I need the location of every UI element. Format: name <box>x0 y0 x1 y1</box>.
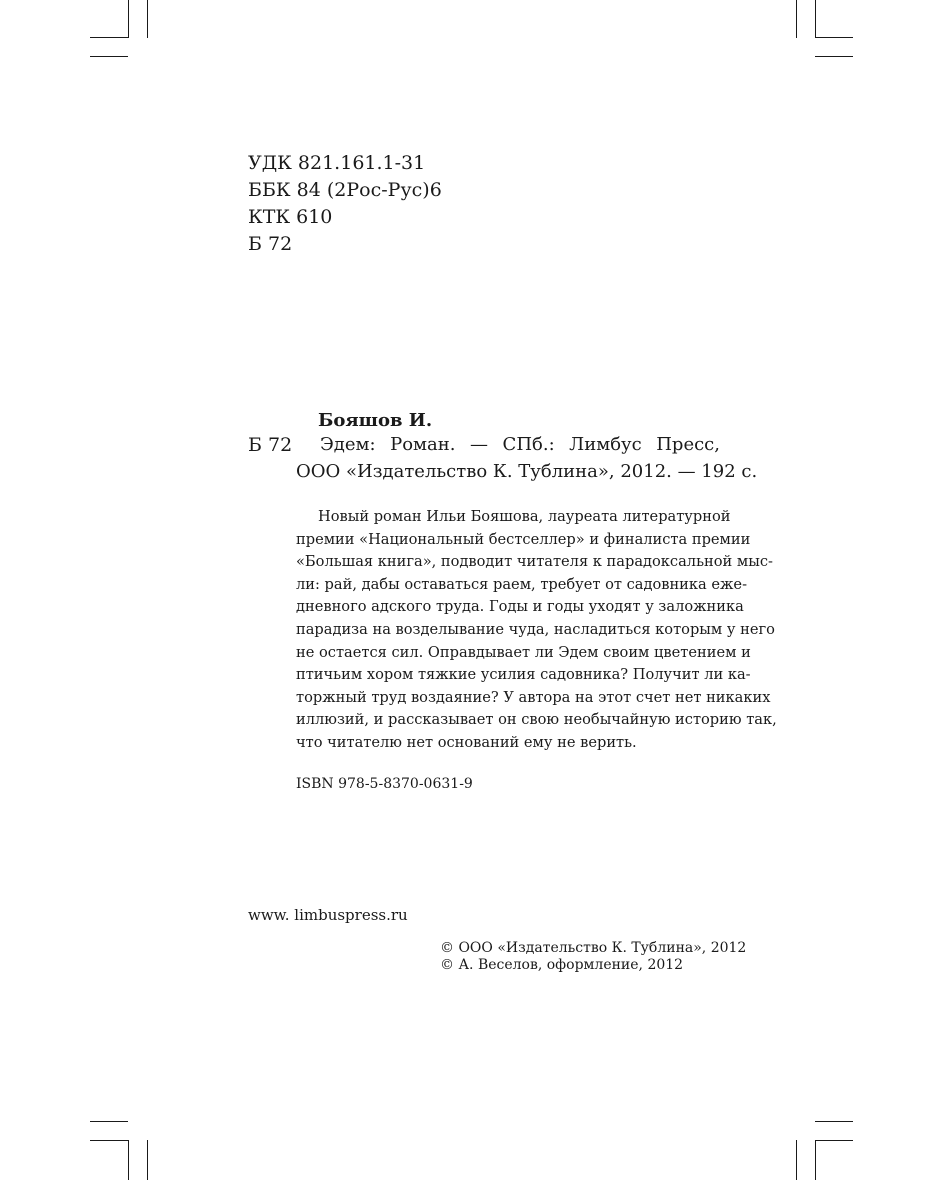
annotation-line: птичьим хором тяжкие усилия садовника? Получит ли ка- <box>296 666 751 684</box>
annotation-line: «Большая книга», подводит читателя к парадоксальной мыс- <box>296 553 773 571</box>
copyright-publisher: © ООО «Издательство К. Тублина», 2012 <box>440 940 747 956</box>
copyright-design: © А. Веселов, оформление, 2012 <box>440 957 684 973</box>
annotation-line: Новый роман Ильи Бояшова, лауреата литературной <box>318 508 731 525</box>
bbk-code: ББК 84 (2Рос-Рус)6 <box>248 179 442 201</box>
udk-code: УДК 821.161.1-31 <box>248 152 426 174</box>
annotation-line: дневного адского труда. Годы и годы уходят у заложника <box>296 598 744 616</box>
bibliographic-publisher-line: ООО «Издательство К. Тублина», 2012. — 192 с. <box>296 461 758 482</box>
copyright-block <box>440 940 746 974</box>
annotation-line: торжный труд воздаяние? У автора на этот счет нет никаких <box>296 688 771 706</box>
author-mark-code: Б 72 <box>248 233 293 255</box>
classification-block <box>248 150 442 258</box>
annotation-line: что читателю нет оснований ему не верить. <box>296 733 637 751</box>
annotation-line: премии «Национальный бестселлер» и финалиста премии <box>296 530 751 548</box>
annotation-line: парадиза на возделывание чуда, насладиться которым у него <box>296 620 775 638</box>
annotation-line: ли: рай, дабы оставаться раем, требует от садовника еже- <box>296 575 748 593</box>
publisher-website: www. limbuspress.ru <box>248 906 408 924</box>
annotation <box>296 506 777 755</box>
bibliographic-author-mark: Б 72 <box>248 434 293 456</box>
ktk-code: КТК 610 <box>248 206 333 228</box>
bibliographic-title-line: Эдем: Роман. — СПб.: Лимбус Пресс, <box>320 434 720 455</box>
author-heading: Бояшов И. <box>318 410 433 431</box>
isbn: ISBN 978-5-8370-0631-9 <box>296 776 473 792</box>
annotation-line: не остается сил. Оправдывает ли Эдем своим цветением и <box>296 643 751 661</box>
annotation-line: иллюзий, и рассказывает он свою необычайную историю так, <box>296 711 777 729</box>
